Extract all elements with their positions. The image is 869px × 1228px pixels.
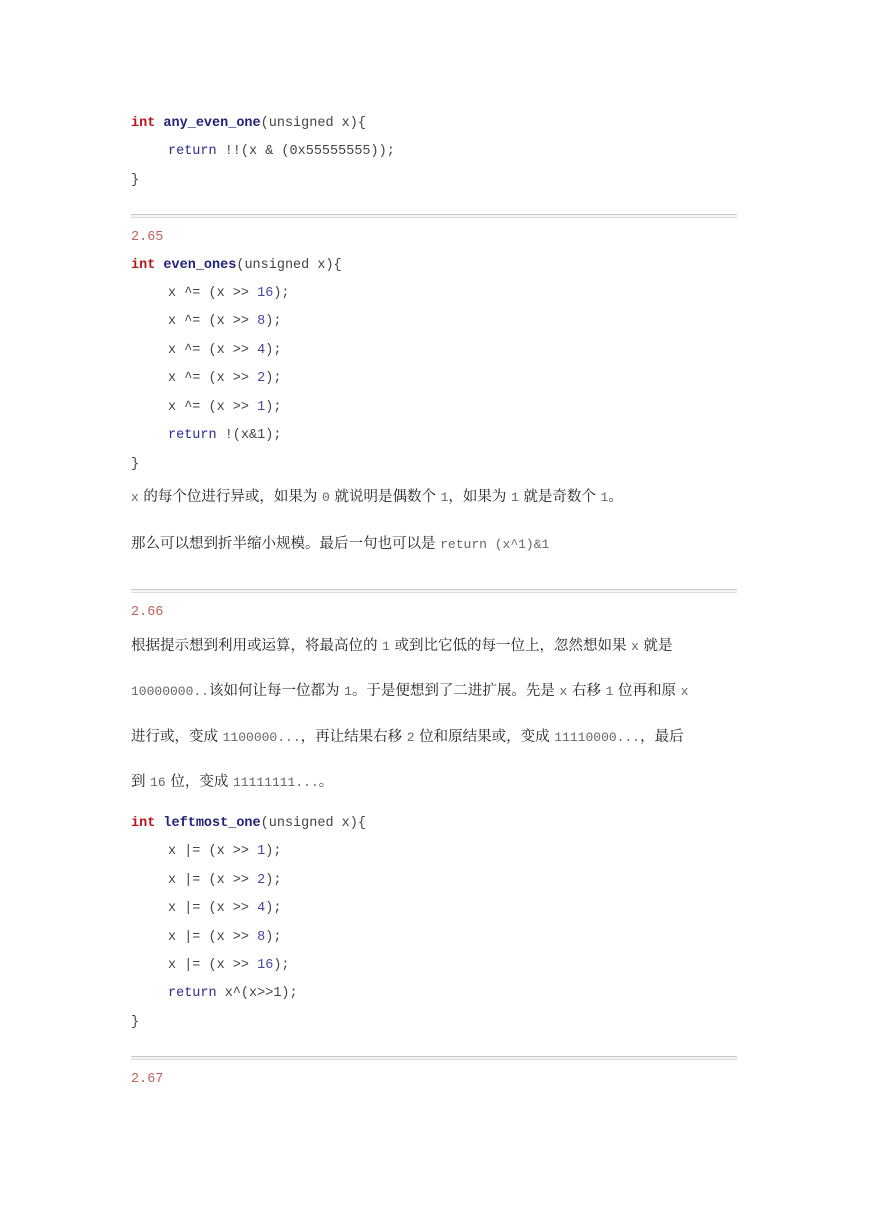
keyword: int bbox=[131, 116, 156, 131]
paragraph-line bbox=[131, 679, 737, 703]
text: 位和原结果或，变成 bbox=[414, 729, 555, 745]
number: 4 bbox=[257, 901, 266, 916]
code-text: ); bbox=[265, 930, 282, 945]
number: 4 bbox=[257, 343, 266, 358]
code-text: !!(x & (0x55555555)); bbox=[216, 144, 395, 159]
inline-code: 1 bbox=[600, 490, 609, 505]
code-text: ); bbox=[273, 286, 290, 301]
code-text: x^(x>>1); bbox=[216, 986, 298, 1001]
code-line-return bbox=[168, 426, 281, 446]
inline-code: x bbox=[131, 490, 139, 505]
text: 就是奇数个 bbox=[518, 489, 601, 505]
section-label: 2.65 bbox=[131, 230, 164, 245]
text: 那么可以想到折半缩小规模。最后一句也可以是 bbox=[131, 536, 441, 552]
code-line bbox=[168, 842, 281, 862]
code-line-return bbox=[168, 984, 298, 1004]
number: 1 bbox=[257, 844, 266, 859]
inline-code: 1 bbox=[510, 490, 519, 505]
section-divider bbox=[131, 589, 737, 593]
inline-code: 2 bbox=[406, 730, 415, 745]
code-text: ); bbox=[273, 958, 290, 973]
text: 根据提示想到利用或运算，将最高位的 bbox=[131, 638, 383, 654]
inline-code: 11111111... bbox=[232, 775, 319, 790]
number: 16 bbox=[257, 286, 274, 301]
text: 就是 bbox=[638, 638, 673, 654]
code-line bbox=[168, 928, 281, 948]
number: 1 bbox=[257, 400, 266, 415]
inline-code: 1 bbox=[382, 639, 390, 654]
code-text: x ^= (x >> bbox=[168, 286, 258, 301]
text: 。于是便想到了二进扩展。先是 bbox=[351, 683, 560, 699]
paragraph-line bbox=[131, 634, 737, 658]
code-line bbox=[168, 341, 281, 361]
text: 。 bbox=[318, 774, 334, 790]
number: 2 bbox=[257, 873, 266, 888]
text: 到 bbox=[131, 774, 151, 790]
code-line bbox=[168, 369, 281, 389]
code-line-close: } bbox=[131, 173, 140, 188]
code-line bbox=[168, 312, 281, 332]
code-line-return bbox=[168, 142, 395, 162]
code-line bbox=[168, 284, 290, 304]
code-line-close: } bbox=[131, 457, 140, 472]
inline-code: return (x^1)&1 bbox=[440, 537, 550, 552]
text: 该如何让每一位都为 bbox=[209, 683, 345, 699]
code-text: x |= (x >> bbox=[168, 844, 258, 859]
function-name: leftmost_one bbox=[163, 816, 261, 831]
inline-code: 16 bbox=[150, 775, 166, 790]
number: 8 bbox=[257, 930, 266, 945]
code-line-close: } bbox=[131, 1015, 140, 1030]
text: ，最后 bbox=[640, 729, 684, 745]
paragraph-line bbox=[131, 725, 737, 749]
inline-code: 1 bbox=[440, 490, 449, 505]
code-text: ); bbox=[265, 873, 282, 888]
code-text: x |= (x >> bbox=[168, 873, 258, 888]
text: 。 bbox=[608, 489, 623, 505]
code-line-signature bbox=[131, 114, 366, 134]
code-text: (unsigned x){ bbox=[260, 816, 366, 831]
keyword: int bbox=[131, 258, 156, 273]
number: 16 bbox=[257, 958, 274, 973]
text: 的每个位进行异或，如果为 bbox=[138, 489, 323, 505]
paragraph bbox=[131, 532, 737, 556]
text: 位再和原 bbox=[613, 683, 681, 699]
inline-code: 1100000... bbox=[222, 730, 301, 745]
function-name: even_ones bbox=[163, 258, 237, 273]
code-line bbox=[168, 956, 290, 976]
paragraph bbox=[131, 485, 737, 509]
inline-code: 10000000.. bbox=[131, 684, 210, 699]
inline-code: 11110000... bbox=[554, 730, 641, 745]
section-label: 2.66 bbox=[131, 605, 164, 620]
code-text: (unsigned x){ bbox=[260, 116, 366, 131]
code-text: ); bbox=[265, 314, 282, 329]
number: 2 bbox=[257, 371, 266, 386]
inline-code: 1 bbox=[605, 684, 614, 699]
section-divider bbox=[131, 214, 737, 218]
code-line-signature bbox=[131, 256, 342, 276]
inline-code: 1 bbox=[344, 684, 352, 699]
keyword: return bbox=[168, 986, 217, 1001]
code-line bbox=[168, 899, 281, 919]
text: 或到比它低的每一位上，忽然想如果 bbox=[389, 638, 632, 654]
number: 8 bbox=[257, 314, 266, 329]
code-text: x ^= (x >> bbox=[168, 400, 258, 415]
code-text: ); bbox=[265, 844, 282, 859]
keyword: return bbox=[168, 428, 217, 443]
code-text: ); bbox=[265, 371, 282, 386]
inline-code: 0 bbox=[322, 490, 330, 505]
code-line-signature bbox=[131, 814, 366, 834]
code-text: x |= (x >> bbox=[168, 901, 258, 916]
function-name: any_even_one bbox=[163, 116, 261, 131]
code-text: ); bbox=[265, 901, 282, 916]
code-line bbox=[168, 871, 281, 891]
text: 右移 bbox=[567, 683, 606, 699]
inline-code: x bbox=[631, 639, 639, 654]
text: 就说明是偶数个 bbox=[329, 489, 441, 505]
code-text: ); bbox=[265, 400, 282, 415]
code-text: (unsigned x){ bbox=[236, 258, 342, 273]
code-text: ); bbox=[265, 343, 282, 358]
paragraph-line bbox=[131, 770, 737, 794]
code-line bbox=[168, 398, 281, 418]
section-label: 2.67 bbox=[131, 1072, 164, 1087]
code-text: x ^= (x >> bbox=[168, 371, 258, 386]
inline-code: x bbox=[559, 684, 568, 699]
text: ，如果为 bbox=[448, 489, 511, 505]
keyword: return bbox=[168, 144, 217, 159]
code-text: x ^= (x >> bbox=[168, 314, 258, 329]
keyword: int bbox=[131, 816, 156, 831]
text: 位，变成 bbox=[165, 774, 233, 790]
code-text: !(x&1); bbox=[216, 428, 282, 443]
code-text: x ^= (x >> bbox=[168, 343, 258, 358]
inline-code: x bbox=[680, 684, 689, 699]
section-divider bbox=[131, 1056, 737, 1060]
text: ，再让结果右移 bbox=[300, 729, 407, 745]
code-text: x |= (x >> bbox=[168, 930, 258, 945]
code-text: x |= (x >> bbox=[168, 958, 258, 973]
text: 进行或，变成 bbox=[131, 729, 223, 745]
